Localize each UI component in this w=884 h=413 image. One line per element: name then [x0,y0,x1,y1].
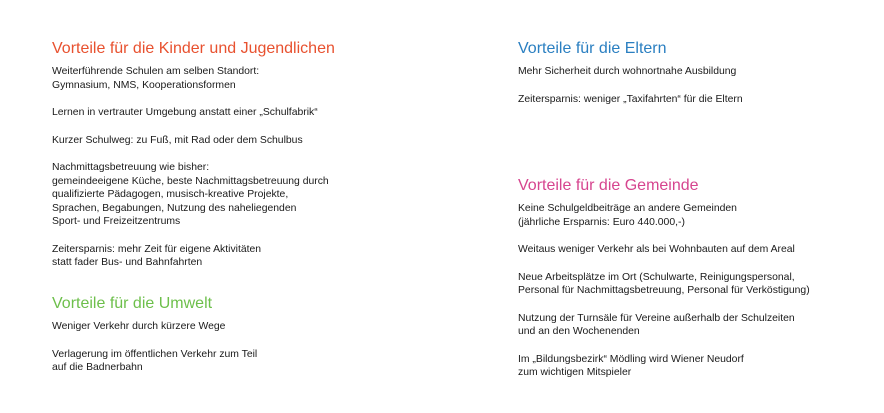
section-kinder [52,39,452,270]
heading-gemeinde: Vorteile für die Gemeinde [518,177,699,194]
kinder-item: Lernen in vertrauter Umgebung anstatt einer „Schulfabrik“ [52,107,318,118]
section-gemeinde [518,176,878,380]
section-umwelt [52,294,452,375]
umwelt-item: Weniger Verkehr durch kürzere Wege [52,321,226,332]
gemeinde-item: Keine Schulgeldbeiträge an andere Gemeinden (jährliche Ersparnis: Euro 440.000,-) [518,203,737,228]
kinder-item: Nachmittagsbetreuung wie bisher: gemeindeeigene Küche, beste Nachmittagsbetreuung durch qualifizierte Pädagogen, musisch-kreative Projekte, Sprachen, Begabungen, Nutzung des naheliegenden Sport- und Freizeitzentrums [52,162,329,227]
gemeinde-item: Im „Bildungsbezirk“ Mödling wird Wiener Neudorf zum wichtigen Mitspieler [518,353,744,378]
eltern-item: Zeitersparnis: weniger „Taxifahrten“ für die Eltern [518,93,743,105]
eltern-item: Mehr Sicherheit durch wohnortnahe Ausbildung [518,66,737,77]
kinder-item: Zeitersparnis: mehr Zeit für eigene Aktivitäten statt fader Bus- und Bahnfahrten [52,243,262,268]
gemeinde-item: Neue Arbeitsplätze im Ort (Schulwarte, Reinigungspersonal, Personal für Nachmittagsbetreuung, Personal für Verköstigung) [518,271,810,296]
kinder-item: Weiterführende Schulen am selben Standort: Gymnasium, NMS, Kooperationsformen [52,66,260,91]
section-eltern [518,39,878,106]
umwelt-item: Verlagerung im öffentlichen Verkehr zum Teil auf die Badnerbahn [52,348,258,373]
heading-eltern: Vorteile für die Eltern [518,40,667,57]
gemeinde-item: Weitaus weniger Verkehr als bei Wohnbauten auf dem Areal [518,244,795,255]
kinder-item: Kurzer Schulweg: zu Fuß, mit Rad oder dem Schulbus [52,134,303,146]
heading-umwelt: Vorteile für die Umwelt [52,295,213,312]
heading-kinder: Vorteile für die Kinder und Jugendlichen [52,40,335,57]
gemeinde-item: Nutzung der Turnsäle für Vereine außerhalb der Schulzeiten und an den Wochenenden [518,312,795,337]
